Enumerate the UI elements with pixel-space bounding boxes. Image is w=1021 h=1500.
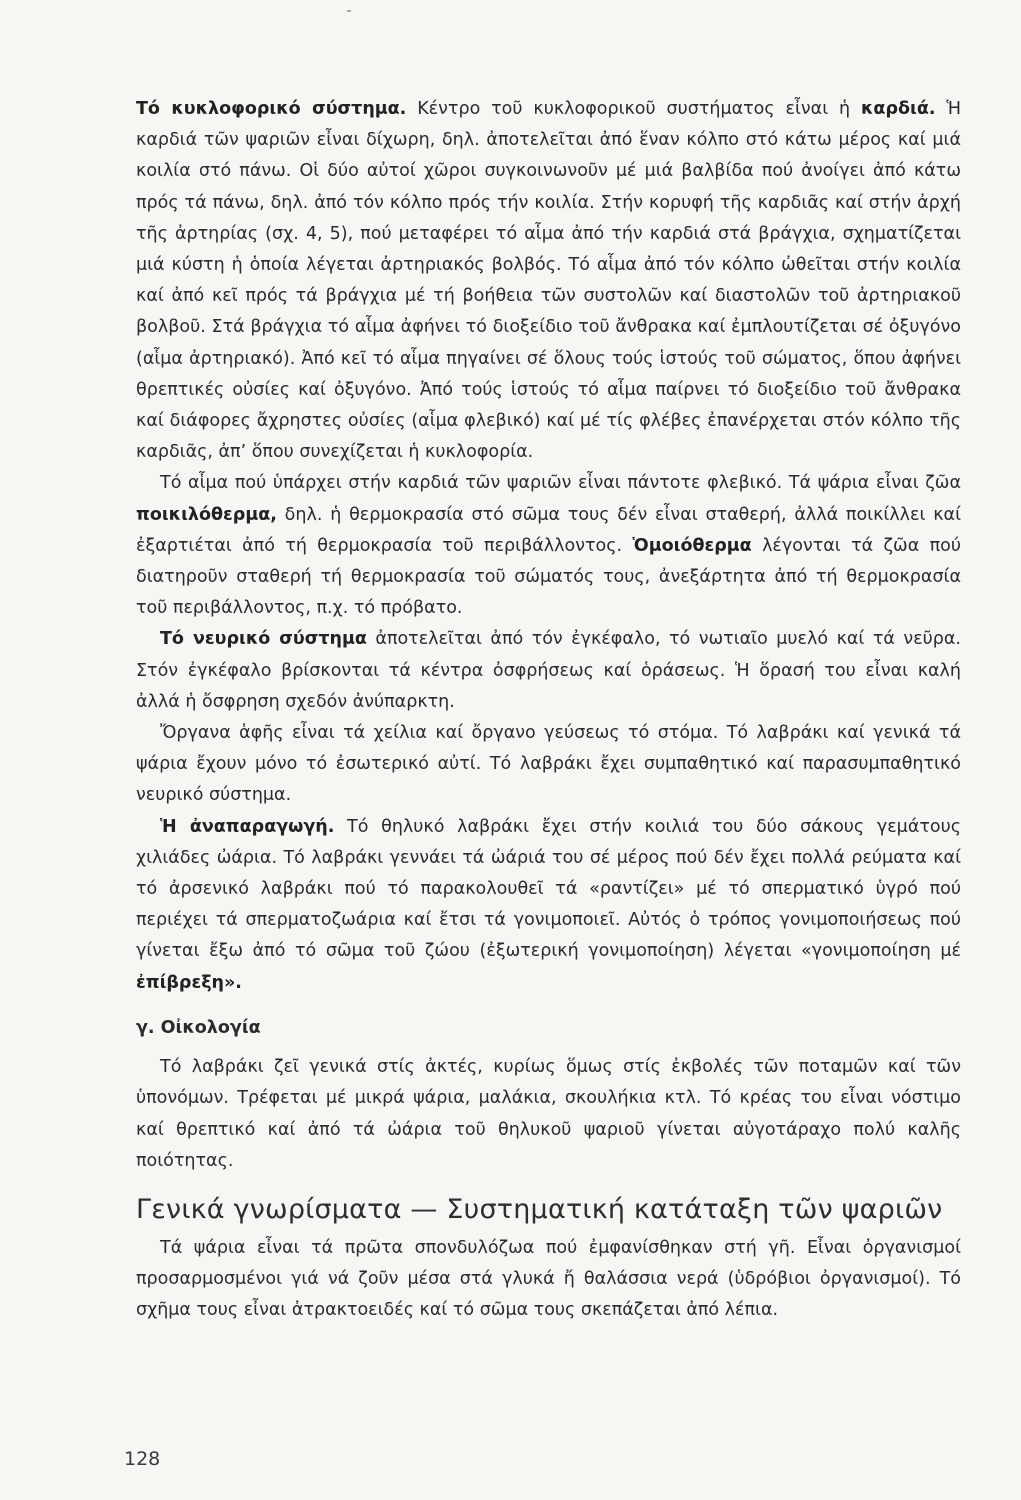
nervous-paragraph: Τό νευρικό σύστημα ἀποτελεῖται ἀπό τόν ἐγκέφαλο, τό νωτιαῖο μυελό καί τά νεῦρα. Στόν ἐγκέφαλο βρίσκονται τά κέντρα ὀσφρήσεως καί ὁράσεως. Ἡ ὅρασή του εἶναι καλή ἀλλά ἡ ὄσφρηση σχεδόν ἀνύπαρκτη. <box>136 629 961 712</box>
reproduction-paragraph: Ἡ ἀναπαραγωγή. Τό θηλυκό λαβράκι ἔχει στήν κοιλιά του δύο σάκους γεμάτους χιλιάδες ὠάρια. Τό λαβράκι γεννάει τά ὠάριά του σέ μέρος πού δέν ἔχει πολλά ρεύματα καί τό ἀρσενικό λαβράκι πού τό παρακολουθεῖ τά «ραντίζει» μέ τό σπερματικό ὑγρό πού περιέχει τά σπερματοζωάρια καί ἔτσι τά γονιμοποιεῖ. Αὐτός ὁ τρόπος γονιμοποιήσεως πού γίνεται ἔξω ἀπό τό σῶμα τοῦ ζώου (ἐξωτερική γονιμοποίηση) λέγεται «γονιμοποίηση μέ ἐπίβρεξη». <box>136 816 961 993</box>
page-number: 128 <box>124 1448 161 1470</box>
temperature-paragraph: Τό αἷμα πού ὑπάρχει στήν καρδιά τῶν ψαριῶν εἶναι πάντοτε φλεβικό. Τά ψάρια εἶναι ζῶα ποικιλόθερμα, δηλ. ἡ θερμοκρασία στό σῶμα τους δέν εἶναι σταθερή, ἀλλά ποικίλλει καί ἐξαρτιέται ἀπό τή θερμοκρασία τοῦ περιβάλλοντος. Ὁμοιόθερμα λέγονται τά ζῶα πού διατηροῦν σταθερή τή θερμοκρασία τοῦ σώματός τους, ἀνεξάρτητα ἀπό τή θερμοκρασία τοῦ περιβάλλοντος, π.χ. τό πρόβατο. <box>136 473 961 619</box>
ecology-heading: γ. Οἰκολογία <box>136 1017 261 1038</box>
circulatory-heading: Τό κυκλοφορικό σύστημα. <box>136 99 407 119</box>
senses-paragraph: Ὄργανα ἁφῆς εἶναι τά χείλια καί ὄργανο γεύσεως τό στόμα. Τό λαβράκι καί γενικά τά ψάρια ἔχουν μόνο τό ἐσωτερικό αὐτί. Τό λαβράκι ἔχει συμπαθητικό καί παρασυμπαθητικό νευρικό σύστημα. <box>136 723 961 806</box>
nervous-heading: Τό νευρικό σύστημα <box>160 629 367 650</box>
chapter-title: Γενικά γνωρίσματα — Συστηματική κατάταξη τῶν ψαριῶν <box>136 1193 943 1225</box>
scan-mark <box>347 10 351 12</box>
page-body <box>136 94 961 1327</box>
circulatory-paragraph: Τό κυκλοφορικό σύστημα. Κέντρο τοῦ κυκλοφορικοῦ συστήματος εἶναι ἡ καρδιά. Ἡ καρδιά τῶν ψαριῶν εἶναι δίχωρη, δηλ. ἀποτελεῖται ἀπό ἕναν κόλπο στό κάτω μέρος καί μιά κοιλία στό πάνω. Οἱ δύο αὐτοί χῶροι συγκοινωνοῦν μέ μιά βαλβίδα πού ἀνοίγει ἀπό κάτω πρός τά πάνω, δηλ. ἀπό τόν κόλπο πρός τήν κοιλία. Στήν κορυφή τῆς καρδιᾶς καί στήν ἀρχή τῆς ἀρτηρίας (σχ. 4, 5), πού μεταφέρει τό αἷμα ἀπό τήν καρδιά στά βράγχια, σχηματίζεται μιά κύστη ἡ ὁποία λέγεται ἀρτηριακός βολβός. Τό αἷμα ἀπό τόν κόλπο ὠθεῖται στήν κοιλία καί ἀπό κεῖ πρός τά βράγχια μέ τή βοήθεια τῶν συστολῶν καί διαστολῶν τοῦ ἀρτηριακοῦ βολβοῦ. Στά βράγχια τό αἷμα ἀφήνει τό διοξείδιο τοῦ ἄνθρακα καί ἐμπλουτίζεται σέ ὀξυγόνο (αἷμα ἀρτηριακό). Ἀπό κεῖ τό αἷμα πηγαίνει σέ ὅλους τούς ἱστούς τοῦ σώματος, ὅπου ἀφήνει θρεπτικές οὐσίες καί ὀξυγόνο. Ἀπό τούς ἱστούς τό αἷμα παίρνει τό διοξείδιο τοῦ ἄνθρακα καί διάφορες ἄχρηστες οὐσίες (αἷμα φλεβικό) καί μέ τίς φλέβες ἐπανέρχεται στόν κόλπο τῆς καρδιᾶς, ἀπ’ ὅπου συνεχίζεται ἡ κυκλοφορία. <box>136 99 962 463</box>
general-paragraph: Τά ψάρια εἶναι τά πρῶτα σπονδυλόζωα πού ἐμφανίσθηκαν στή γῆ. Εἶναι ὀργανισμοί προσαρμοσμένοι γιά νά ζοῦν μέσα στά γλυκά ἤ θαλάσσια νερά (ὑδρόβιοι ὀργανισμοί). Τό σχῆμα τους εἶναι ἀτρακτοειδές καί τό σῶμα τους σκεπάζεται ἀπό λέπια. <box>136 1237 961 1321</box>
ecology-paragraph: Τό λαβράκι ζεῖ γενικά στίς ἀκτές, κυρίως ὅμως στίς ἐκβολές τῶν ποταμῶν καί τῶν ὑπονόμων. Τρέφεται μέ μικρά ψάρια, μαλάκια, σκουλήκια κτλ. Τό κρέας του εἶναι νόστιμο καί θρεπτικό καί ἀπό τά ὠάρια τοῦ θηλυκοῦ ψαριοῦ γίνεται αὐγοτάραχο πολύ καλῆς ποιότητας. <box>136 1057 961 1171</box>
reproduction-heading: Ἡ ἀναπαραγωγή. <box>160 816 335 837</box>
